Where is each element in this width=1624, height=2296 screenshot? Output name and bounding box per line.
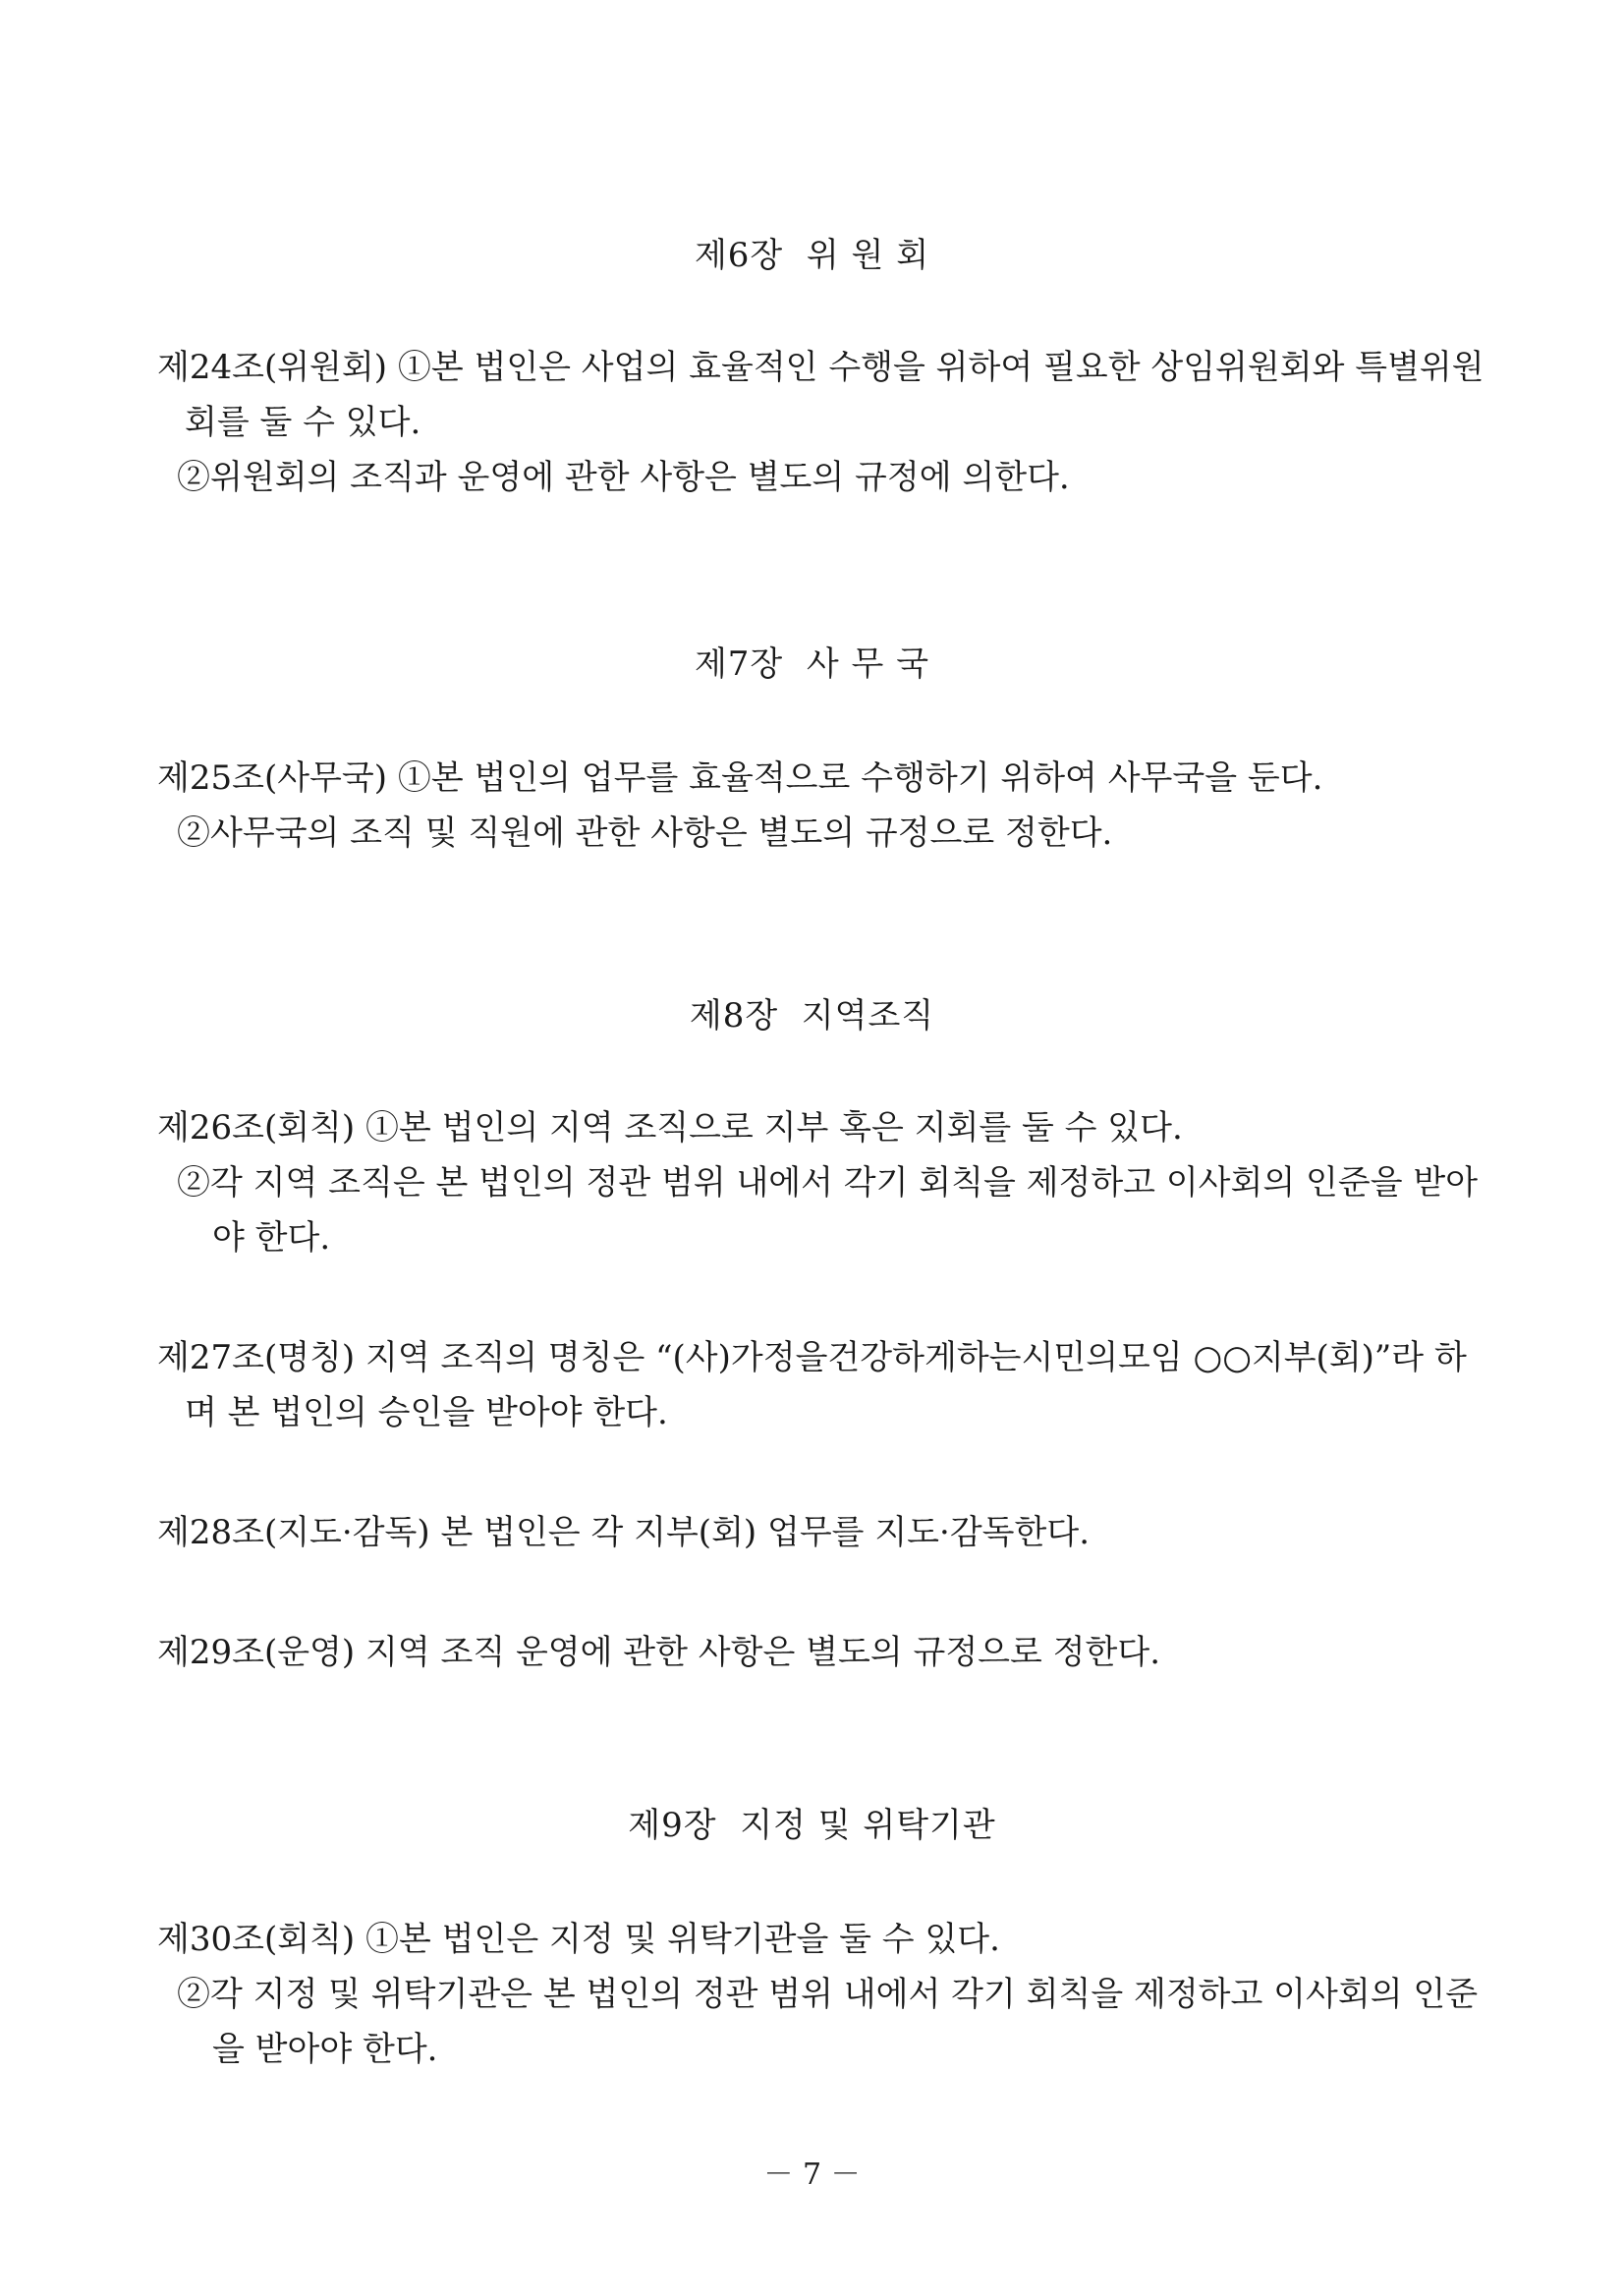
article-25 bbox=[157, 751, 1493, 861]
article-27-paragraph-1: 제27조(명칭) 지역 조직의 명칭은 “(사)가정을건강하게하는시민의모임 ○○지부(회)”라 하며 본 법인의 승인을 받아야 한다. bbox=[157, 1338, 1467, 1432]
article-25-paragraph-2: ②사무국의 조직 및 직원에 관한 사항은 별도의 규정으로 정한다. bbox=[177, 813, 1113, 853]
article-29 bbox=[157, 1625, 1493, 1680]
chapter-6-title: 제6장 위 원 회 bbox=[694, 236, 930, 275]
article-24 bbox=[157, 340, 1493, 505]
article-30 bbox=[157, 1912, 1493, 2077]
chapter-8-title: 제8장 지역조직 bbox=[689, 996, 935, 1036]
article-26-paragraph-1: 제26조(회칙) ①본 법인의 지역 조직으로 지부 혹은 지회를 둘 수 있다. bbox=[157, 1108, 1183, 1148]
article-30-paragraph-2: ②각 지정 및 위탁기관은 본 법인의 정관 범위 내에서 각기 회칙을 제정하고 이사회의 인준을 받아야 한다. bbox=[177, 1975, 1479, 2069]
article-26 bbox=[157, 1100, 1493, 1265]
article-28 bbox=[157, 1505, 1493, 1560]
article-29-paragraph-1: 제29조(운영) 지역 조직 운영에 관한 사항은 별도의 규정으로 정한다. bbox=[157, 1633, 1161, 1672]
article-30-paragraph-1: 제30조(회칙) ①본 법인은 지정 및 위탁기관을 둘 수 있다. bbox=[157, 1920, 1000, 1959]
chapter-7-title: 제7장 사 무 국 bbox=[694, 644, 930, 684]
article-27 bbox=[157, 1330, 1493, 1440]
article-28-paragraph-1: 제28조(지도·감독) 본 법인은 각 지부(회) 업무를 지도·감독한다. bbox=[157, 1513, 1091, 1552]
article-26-paragraph-2: ②각 지역 조직은 본 법인의 정관 범위 내에서 각기 회칙을 제정하고 이사회의 인준을 받아야 한다. bbox=[177, 1163, 1479, 1258]
chapter-9-title: 제9장 지정 및 위탁기관 bbox=[628, 1806, 996, 1845]
article-24-paragraph-1: 제24조(위원회) ①본 법인은 사업의 효율적인 수행을 위하여 필요한 상임위원회와 특별위원회를 둘 수 있다. bbox=[157, 348, 1484, 442]
article-25-paragraph-1: 제25조(사무국) ①본 법인의 업무를 효율적으로 수행하기 위하여 사무국을 둔다. bbox=[157, 758, 1323, 798]
page-number: － 7 － bbox=[763, 2157, 861, 2192]
article-24-paragraph-2: ②위원회의 조직과 운영에 관한 사항은 별도의 규정에 의한다. bbox=[177, 458, 1070, 497]
